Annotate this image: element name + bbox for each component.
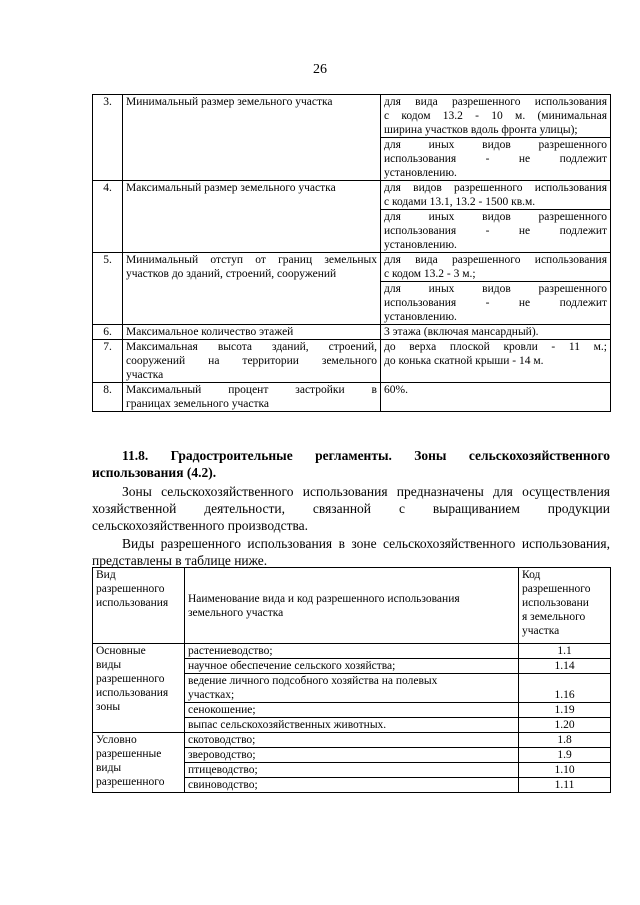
text-line: для иных видов разрешенного	[384, 211, 607, 223]
text-line: я земельного	[522, 611, 586, 623]
text-line: виды	[96, 762, 122, 774]
text-line: Максимальное количество этажей	[126, 326, 294, 338]
row-number: 4.	[93, 181, 123, 253]
table-row	[93, 383, 611, 412]
parameter-value	[381, 253, 611, 282]
use-group-label	[93, 644, 185, 733]
text-line: ширина участков вдоль фронта улицы);	[384, 124, 578, 136]
text-line: Условно	[96, 734, 137, 746]
table-row	[93, 181, 611, 210]
parameter-name	[123, 383, 381, 412]
table-row	[93, 253, 611, 282]
header-use-type	[93, 568, 185, 644]
use-code: 1.14	[519, 659, 611, 674]
use-group-label	[93, 733, 185, 793]
text-line: виды	[96, 659, 122, 671]
parameter-value	[381, 95, 611, 138]
header-row	[93, 568, 611, 644]
row-number: 5.	[93, 253, 123, 325]
text-line: установлению.	[384, 167, 457, 179]
table-row	[93, 95, 611, 138]
text-line: сооружений на территории земельного	[126, 355, 377, 367]
header-use-name	[185, 568, 519, 644]
text-line: использования - не подлежит	[384, 225, 607, 237]
text-line: использовани	[522, 597, 589, 609]
text-line: с кодами 13.1, 13.2 - 1500 кв.м.	[384, 196, 536, 208]
use-name	[185, 718, 519, 733]
text-line: разрешенного	[522, 583, 591, 595]
text-line: для иных видов разрешенного	[384, 139, 607, 151]
permitted-uses-intro-paragraph: Виды разрешенного использования в зоне сельскохозяйственного использования, представлены в таблице ниже.	[92, 536, 610, 568]
use-code: 1.20	[519, 718, 611, 733]
text-line: участка	[522, 625, 560, 637]
text-line: 3 этажа (включая мансардный).	[384, 326, 539, 338]
text-line: с кодом 13.2 - 3 м.;	[384, 268, 476, 280]
text-line: разрешенного	[96, 776, 165, 788]
use-name	[185, 733, 519, 748]
use-code: 1.10	[519, 763, 611, 778]
parameter-value	[381, 325, 611, 340]
page-number: 26	[313, 62, 327, 77]
parameter-name	[123, 325, 381, 340]
parameter-name	[123, 95, 381, 181]
use-code: 1.16	[519, 674, 611, 703]
use-name	[185, 763, 519, 778]
use-name	[185, 778, 519, 793]
row-number: 6.	[93, 325, 123, 340]
text-line: земельного участка	[188, 606, 284, 619]
text-line: участках;	[188, 689, 235, 701]
text-line: Основные	[96, 645, 146, 657]
table-row	[93, 325, 611, 340]
text-line: для иных видов разрешенного	[384, 283, 607, 295]
use-code: 1.19	[519, 703, 611, 718]
text-line: до конька скатной крыши - 14 м.	[384, 355, 544, 367]
parameter-name	[123, 253, 381, 325]
row-number: 3.	[93, 95, 123, 181]
text-line: Наименование вида и код разрешенного использования	[188, 592, 460, 605]
text-line: скотоводство;	[188, 734, 256, 746]
text-line: Минимальный размер земельного участка	[126, 96, 333, 108]
text-line: Максимальная высота зданий, строений,	[126, 341, 377, 353]
parameter-name	[123, 181, 381, 253]
row-number: 7.	[93, 340, 123, 383]
text-line: ведение личного подсобного хозяйства на полевых	[188, 675, 438, 687]
use-code: 1.8	[519, 733, 611, 748]
text-line: использования - не подлежит	[384, 297, 607, 309]
text-line: 60%.	[384, 384, 408, 396]
use-code: 1.9	[519, 748, 611, 763]
text-line: Минимальный отступ от границ земельных	[126, 254, 377, 266]
text-line: звероводство;	[188, 749, 256, 761]
text-line: границах земельного участка	[126, 398, 270, 410]
text-line: Максимальный размер земельного участка	[126, 182, 336, 194]
table-row	[93, 340, 611, 383]
text-line: участка	[126, 369, 164, 381]
text-line: разрешенные	[96, 748, 162, 760]
text-line: Вид	[96, 569, 116, 581]
text-line: использования - не подлежит	[384, 153, 607, 165]
text-line: участков до зданий, строений, сооружений	[126, 268, 337, 280]
text-line: Максимальный процент застройки в	[126, 384, 377, 396]
use-name	[185, 748, 519, 763]
use-name	[185, 659, 519, 674]
row-number: 8.	[93, 383, 123, 412]
text-line: для видов разрешенного использования	[384, 182, 607, 194]
parameter-value	[381, 138, 611, 181]
use-code: 1.1	[519, 644, 611, 659]
parameter-name	[123, 340, 381, 383]
use-name	[185, 674, 519, 703]
text-line: до верха плоской кровли - 11 м.;	[384, 341, 607, 353]
permitted-uses-table	[92, 567, 611, 793]
parameter-value	[381, 383, 611, 412]
text-line: зоны	[96, 701, 121, 713]
text-line: разрешенного	[96, 673, 165, 685]
zone-purpose-paragraph: Зоны сельскохозяйственного использования предназначены для осуществления хозяйственной деятельности, связанной с выращиванием продукции сельскохозяйственного производства.	[92, 484, 610, 533]
table-row	[93, 733, 611, 748]
parameter-value	[381, 181, 611, 210]
use-code: 1.11	[519, 778, 611, 793]
text-line: Код	[522, 569, 541, 581]
text-line: для вида разрешенного использования	[384, 96, 607, 108]
parameter-value	[381, 210, 611, 253]
header-use-code	[519, 568, 611, 644]
text-line: использования	[96, 687, 169, 699]
text-line: свиноводство;	[188, 779, 258, 791]
text-line: выпас сельскохозяйственных животных.	[188, 719, 387, 731]
text-line: использования	[96, 597, 169, 609]
section-heading: 11.8. Градостроительные регламенты. Зоны сельскохозяйственного использования (4.2).	[92, 448, 610, 480]
regulations-parameters-table	[92, 94, 611, 412]
text-line: птицеводство;	[188, 764, 258, 776]
text-line: установлению.	[384, 311, 457, 323]
use-name	[185, 703, 519, 718]
parameter-value	[381, 282, 611, 325]
table-row	[93, 644, 611, 659]
parameter-value	[381, 340, 611, 383]
text-line: разрешенного	[96, 583, 165, 595]
text-line: сенокошение;	[188, 704, 256, 716]
text-line: растениеводство;	[188, 645, 273, 657]
text-line: для вида разрешенного использования	[384, 254, 607, 266]
use-name	[185, 644, 519, 659]
text-line: установлению.	[384, 239, 457, 251]
text-line: научное обеспечение сельского хозяйства;	[188, 660, 396, 672]
text-line: с кодом 13.2 - 10 м. (минимальная	[384, 110, 607, 122]
